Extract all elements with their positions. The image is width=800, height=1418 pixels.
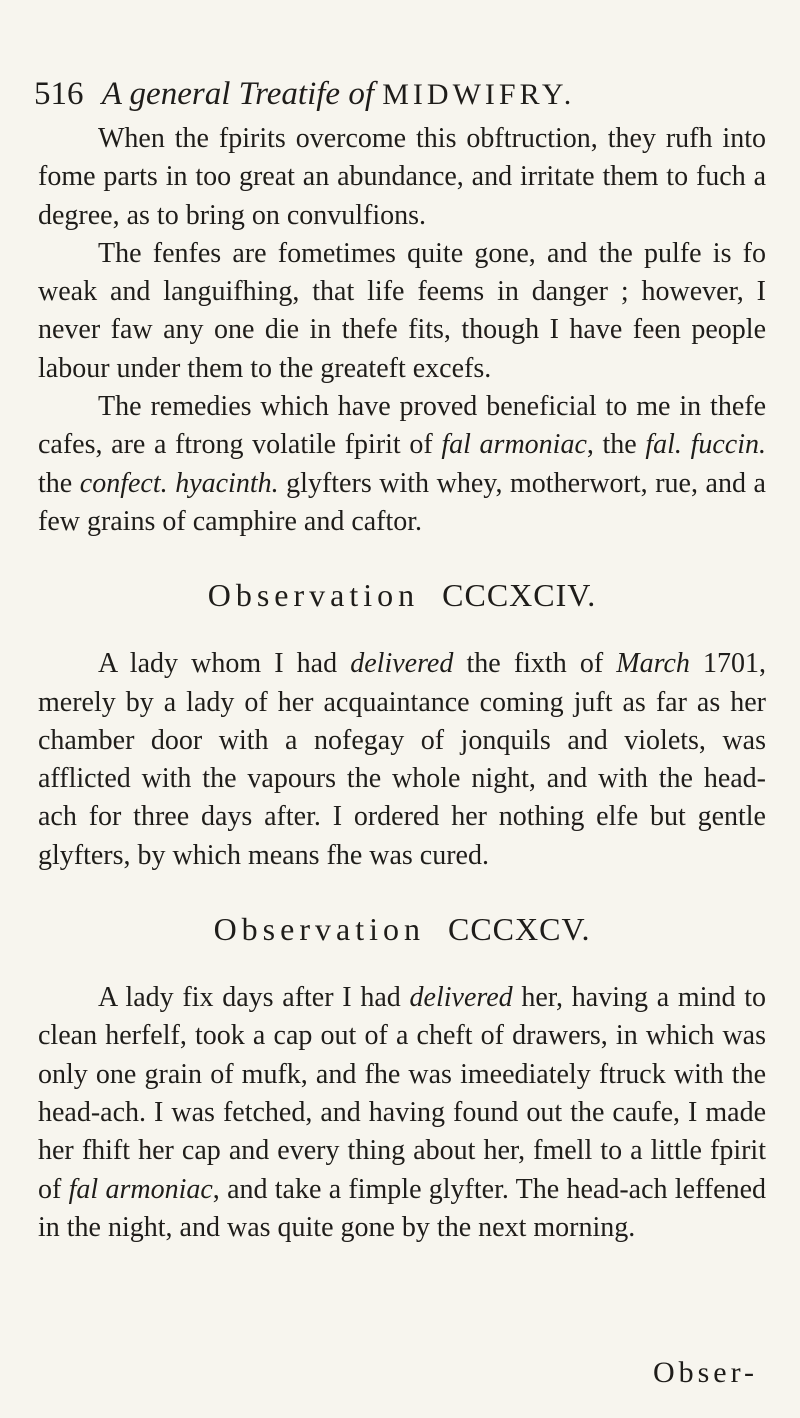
text-run: , and take a fimple glyfter. The head-ach leffened in the night, and was quite gone by the next morning.: [38, 1173, 766, 1243]
observation-paragraph: [38, 979, 766, 1247]
body-text: [38, 120, 766, 1247]
page-number: 516: [34, 76, 84, 112]
catchword: Obser-: [652, 1356, 758, 1389]
text-run-italic: delivered: [409, 982, 513, 1014]
remedy-term: fal armoniac: [441, 429, 587, 461]
remedy-text: the: [38, 467, 80, 499]
text-run: her, having a mind to clean herfelf, took a cap out of a cheft of drawers, in which was only one grain of mufk, and fhe was imeediately ftruck with the head-ach. I was fetched, and having found out the caufe, I made her fhift her cap and every thing about her, fmell to a little fpirit of: [38, 982, 766, 1205]
text-run-italic: delivered: [350, 648, 454, 680]
header-title: A general Treatife: [101, 76, 341, 112]
remedy-text: The remedies which have proved beneficial to me in thefe cafes, are a ftrong volatile fpirit of: [38, 391, 766, 461]
text-run: A lady fix days after I had: [98, 982, 410, 1014]
paragraph-remedies: [38, 388, 766, 541]
text-run-italic: March: [616, 648, 690, 680]
text-run: A lady whom I had: [98, 648, 351, 680]
text-run-italic: fal armoniac: [68, 1173, 213, 1205]
running-header: [34, 74, 774, 115]
remedy-term: fal. fuccin.: [645, 429, 766, 461]
header-of: of: [348, 76, 374, 112]
remedy-text: , the: [586, 429, 646, 461]
observation-word: Observation: [213, 911, 425, 948]
remedy-term: confect. hyacinth.: [79, 467, 279, 499]
observation-word: Observation: [207, 577, 420, 614]
observation-number: CCCXCIV.: [442, 577, 597, 614]
observation-paragraph: [38, 645, 766, 875]
header-subject: MIDWIFRY.: [382, 78, 576, 111]
text-run: 1701, merely by a lady of her acquaintance coming juft as far as her chamber door with a nofegay of jonquils and violets, was afflicted with the vapours the whole night, and with the head-ach for three days after. I ordered her nothing elfe but gentle glyfters, by which means fhe was cured.: [38, 648, 766, 871]
text-run: the fixth of: [453, 648, 617, 680]
paragraph: When the fpirits overcome this obftruction, they rufh into fome parts in too great an abundance, and irritate them to fuch a degree, as to bring on convulfions.: [38, 123, 766, 231]
paragraph: The fenfes are fometimes quite gone, and the pulfe is fo weak and languifhing, that life feems in danger ; however, I never faw any one die in thefe fits, though I have feen people labour under them to the greateft excefs.: [38, 237, 766, 384]
observation-number: CCCXCV.: [447, 911, 591, 948]
remedy-text: glyfters with whey, motherwort, rue, and a few grains of camphire and caftor.: [38, 467, 766, 537]
observation-heading: [38, 909, 766, 949]
observation-heading: [38, 575, 766, 615]
